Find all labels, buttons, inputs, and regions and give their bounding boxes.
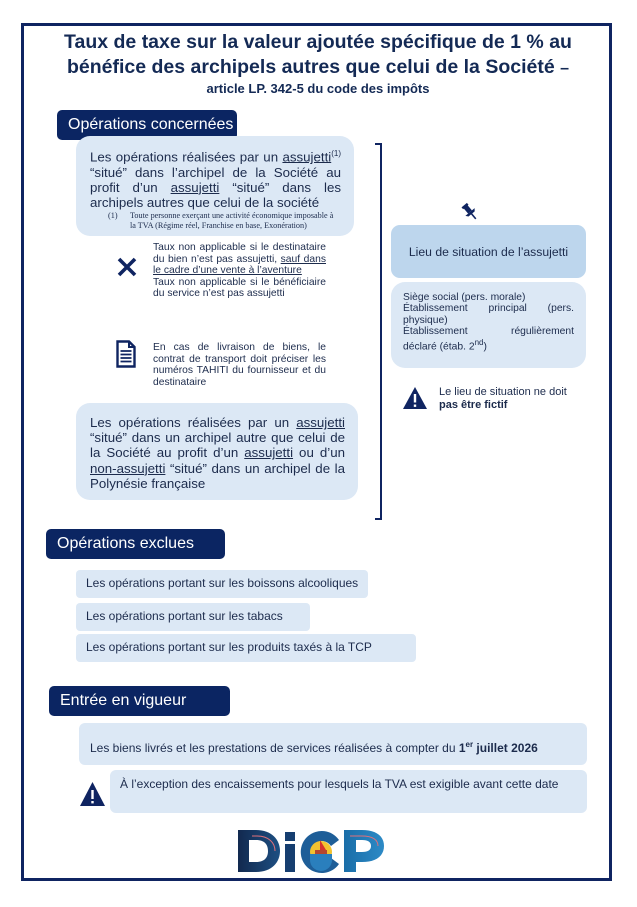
- warning-icon: [402, 386, 428, 410]
- footnote-1: (1) Toute personne exerçant une activité économique imposable à la TVA (Régime réel, Franchise en base, Exonération): [108, 211, 334, 231]
- site-etablissement-declare-cont: déclaré (étab. 2nd): [403, 338, 487, 353]
- exclusion-item: Les opérations portant sur les tabacs: [76, 603, 310, 631]
- exclusion-item: Les opérations portant sur les produits taxés à la TCP: [76, 634, 416, 662]
- cross-icon: [117, 257, 137, 277]
- dicp-logo: [236, 826, 400, 874]
- title-line-2: [24, 55, 612, 81]
- note-contrat-transport: En cas de livraison de biens, le contrat de transport doit préciser les numéros TAHITI du fournisseur et du destinataire: [153, 342, 326, 388]
- box-operations-autres-archipels: [76, 403, 358, 500]
- term-assujetti: assujetti: [170, 179, 220, 195]
- vigueur-exception-box: À l’exception des encaissements pour lesquels la TVA est exigible avant cette date: [110, 770, 587, 813]
- document-icon: [116, 340, 136, 368]
- note-taux-non-applicable: Taux non applicable si le destinataire du bien n’est pas assujetti, sauf dans le cadre d’une vente à l’aventure Taux non applicable si le bénéficiaire du service n’est pas assujetti: [153, 242, 326, 299]
- site-etablissement-principal-cont: physique): [403, 314, 448, 326]
- site-etablissement-principal: Établissement principal (pers.: [403, 303, 574, 315]
- title-line-2-text: bénéfice des archipels autres que celui de la Société: [66, 56, 555, 78]
- pushpin-icon: [460, 202, 480, 222]
- box-operations-autres-archipels-text: Les opérations réalisées par un assujetti “situé” dans un archipel autre que celui de la Société au profit d’un assujetti ou d’un non-assujetti “situé” dans un archipel de la Polynésie française: [90, 415, 345, 491]
- box-operations-societe-text: Les opérations réalisées par un assujetti$^{(1)}$ “situé” dans l’archipel de la Société au profit d’un assujetti “situé” dans les archipels autres que celui de la société: [90, 149, 342, 211]
- box-operations-societe: [76, 136, 354, 236]
- warning-lieu-fictif: Le lieu de situation ne doit pas être fictif: [439, 386, 567, 411]
- term-assujetti: assujetti: [282, 149, 332, 165]
- bracket-divider: [375, 143, 382, 520]
- vigueur-date-box: Les biens livrés et les prestations de services réalisées à compter du 1er juillet 2026: [79, 723, 587, 765]
- title-dash: –: [560, 60, 570, 77]
- lieu-situation-title: Lieu de situation de l’assujetti: [391, 225, 586, 278]
- warning-icon: [79, 781, 106, 807]
- lieu-situation-list: [391, 282, 586, 368]
- header-operations-concernees: Opérations concernées: [57, 110, 237, 140]
- title-article: article LP. 342-5 du code des impôts: [206, 81, 430, 96]
- site-siege-social: Siège social (pers. morale): [403, 292, 526, 303]
- header-entree-en-vigueur: Entrée en vigueur: [49, 686, 230, 716]
- title-line-1: Taux de taxe sur la valeur ajoutée spécifique de 1 % au: [64, 31, 572, 53]
- site-etablissement-declare: Établissement régulièrement: [403, 325, 574, 337]
- exclusion-item: Les opérations portant sur les boissons alcooliques: [76, 570, 368, 598]
- page-title: [24, 30, 612, 97]
- header-operations-exclues: Opérations exclues: [46, 529, 225, 559]
